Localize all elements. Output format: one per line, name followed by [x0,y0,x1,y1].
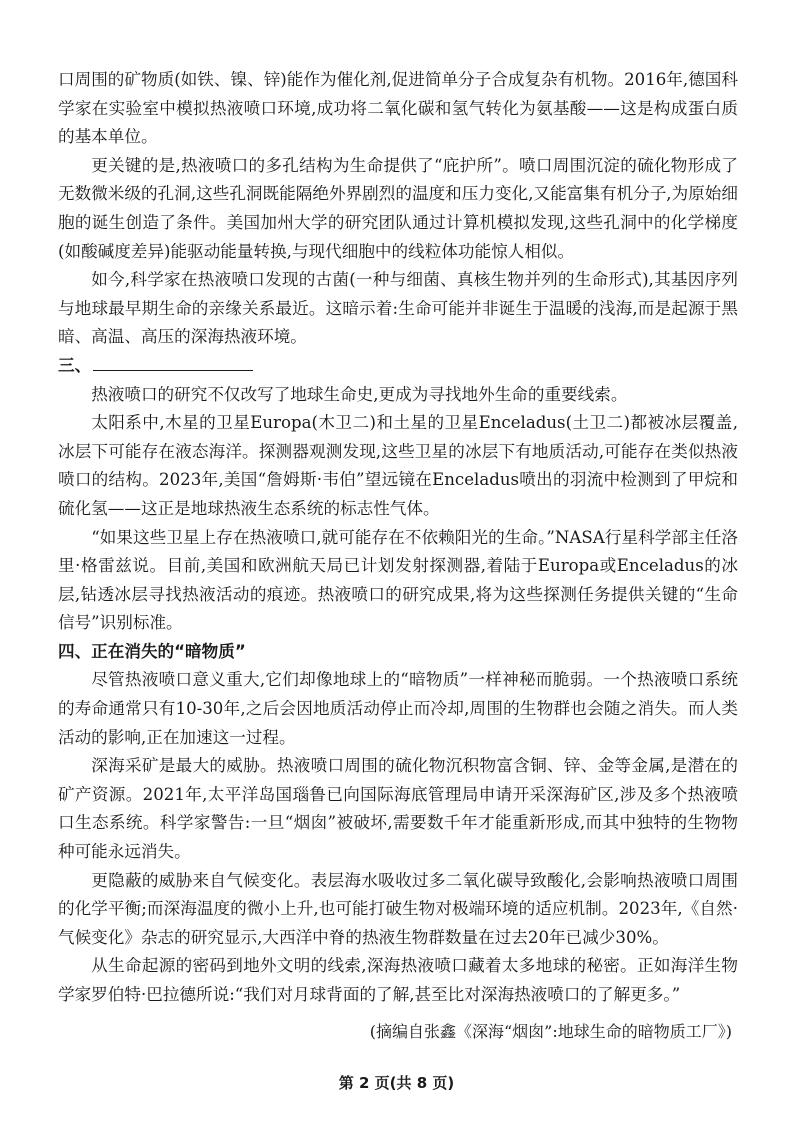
section-three-heading [58,352,738,381]
paragraph-nasa-quote: “如果这些卫星上存在热液喷口,就可能存在不依赖阳光的生命。”NASA行星科学部主任洛里·格雷兹说。目前,美国和欧洲航天局已计划发射探测器,着陆于Europa或Enceladus的冰层,钻透冰层寻找热液活动的痕迹。热液喷口的研究成果,将为这些探测任务提供关键的“生命信号”识别标准。 [58,527,738,633]
source-citation: (摘编自张鑫《深海“烟囱”:地球生命的暗物质工厂》) [369,1021,732,1041]
section-three-number: 三、 [58,355,92,375]
paragraph-extraterrestrial-intro: 热液喷口的研究不仅改写了地球生命史,更成为寻找地外生命的重要线索。 [91,384,628,404]
paragraph-porous-structure: 更关键的是,热液喷口的多孔结构为生命提供了“庇护所”。喷口周围沉淀的硫化物形成了无数微米级的孔洞,这些孔洞既能隔绝外界剧烈的温度和压力变化,又能富集有机分子,为原始细胞的诞生创造了条件。美国加州大学的研究团队通过计算机模拟发现,这些孔洞中的化学梯度(如酸碱度差异)能驱动能量转换,与现代细胞中的线粒体功能惊人相似。 [58,155,738,261]
paragraph-deep-sea-mining: 深海采矿是最大的威胁。热液喷口周围的硫化物沉积物富含铜、锌、金等金属,是潜在的矿产资源。2021年,太平洋岛国瑙鲁已向国际海底管理局申请开采深海矿区,涉及多个热液喷口生态系统。科学家警告:一旦“烟囱”被破坏,需要数千年才能重新形成,而其中独特的生物物种可能永远消失。 [58,756,738,862]
paragraph-conclusion: 从生命起源的密码到地外文明的线索,深海热液喷口藏着太多地球的秘密。正如海洋生物学家罗伯特·巴拉德所说:“我们对月球背面的了解,甚至比对深海热液喷口的了解更多。” [58,956,738,1004]
paragraph-continued: 口周围的矿物质(如铁、镍、锌)能作为催化剂,促进简单分子合成复杂有机物。2016年,德国科学家在实验室中模拟热液喷口环境,成功将二氧化碳和氢气转化为氨基酸——这是构成蛋白质的基本单位。 [58,70,738,147]
paragraph-archaea: 如今,科学家在热液喷口发现的古菌(一种与细菌、真核生物并列的生命形式),其基因序列与地球最早期生命的亲缘关系最近。这暗示着:生命可能并非诞生于温暖的浅海,而是起源于黑暗、高温、高压的深海热液环境。 [58,270,738,347]
paragraph-climate-change: 更隐蔽的威胁来自气候变化。表层海水吸收过多二氧化碳导致酸化,会影响热液喷口周围的化学平衡;而深海温度的微小上升,也可能打破生物对极端环境的适应机制。2023年,《自然·气候变化》杂志的研究显示,大西洋中脊的热液生物群数量在过去20年已减少30%。 [58,870,738,947]
paragraph-moons: 太阳系中,木星的卫星Europa(木卫二)和土星的卫星Enceladus(土卫二)都被冰层覆盖,冰层下可能存在液态海洋。探测器观测发现,这些卫星的冰层下有地质活动,可能存在类似热液喷口的结构。2023年,美国“詹姆斯·韦伯”望远镜在Enceladus喷出的羽流中检测到了甲烷和硫化氢——这正是地球热液生态系统的标志性气体。 [58,413,738,518]
section-four-heading: 四、正在消失的“暗物质” [58,641,246,661]
page-number-footer: 第 2 页(共 8 页) [338,1074,455,1092]
paragraph-fragility: 尽管热液喷口意义重大,它们却像地球上的“暗物质”一样神秘而脆弱。一个热液喷口系统的寿命通常只有10-30年,之后会因地质活动停止而冷却,周围的生物群也会随之消失。而人类活动的影响,正在加速这一过程。 [58,670,738,747]
title-blank-line [93,352,253,371]
document-body [58,66,738,1046]
